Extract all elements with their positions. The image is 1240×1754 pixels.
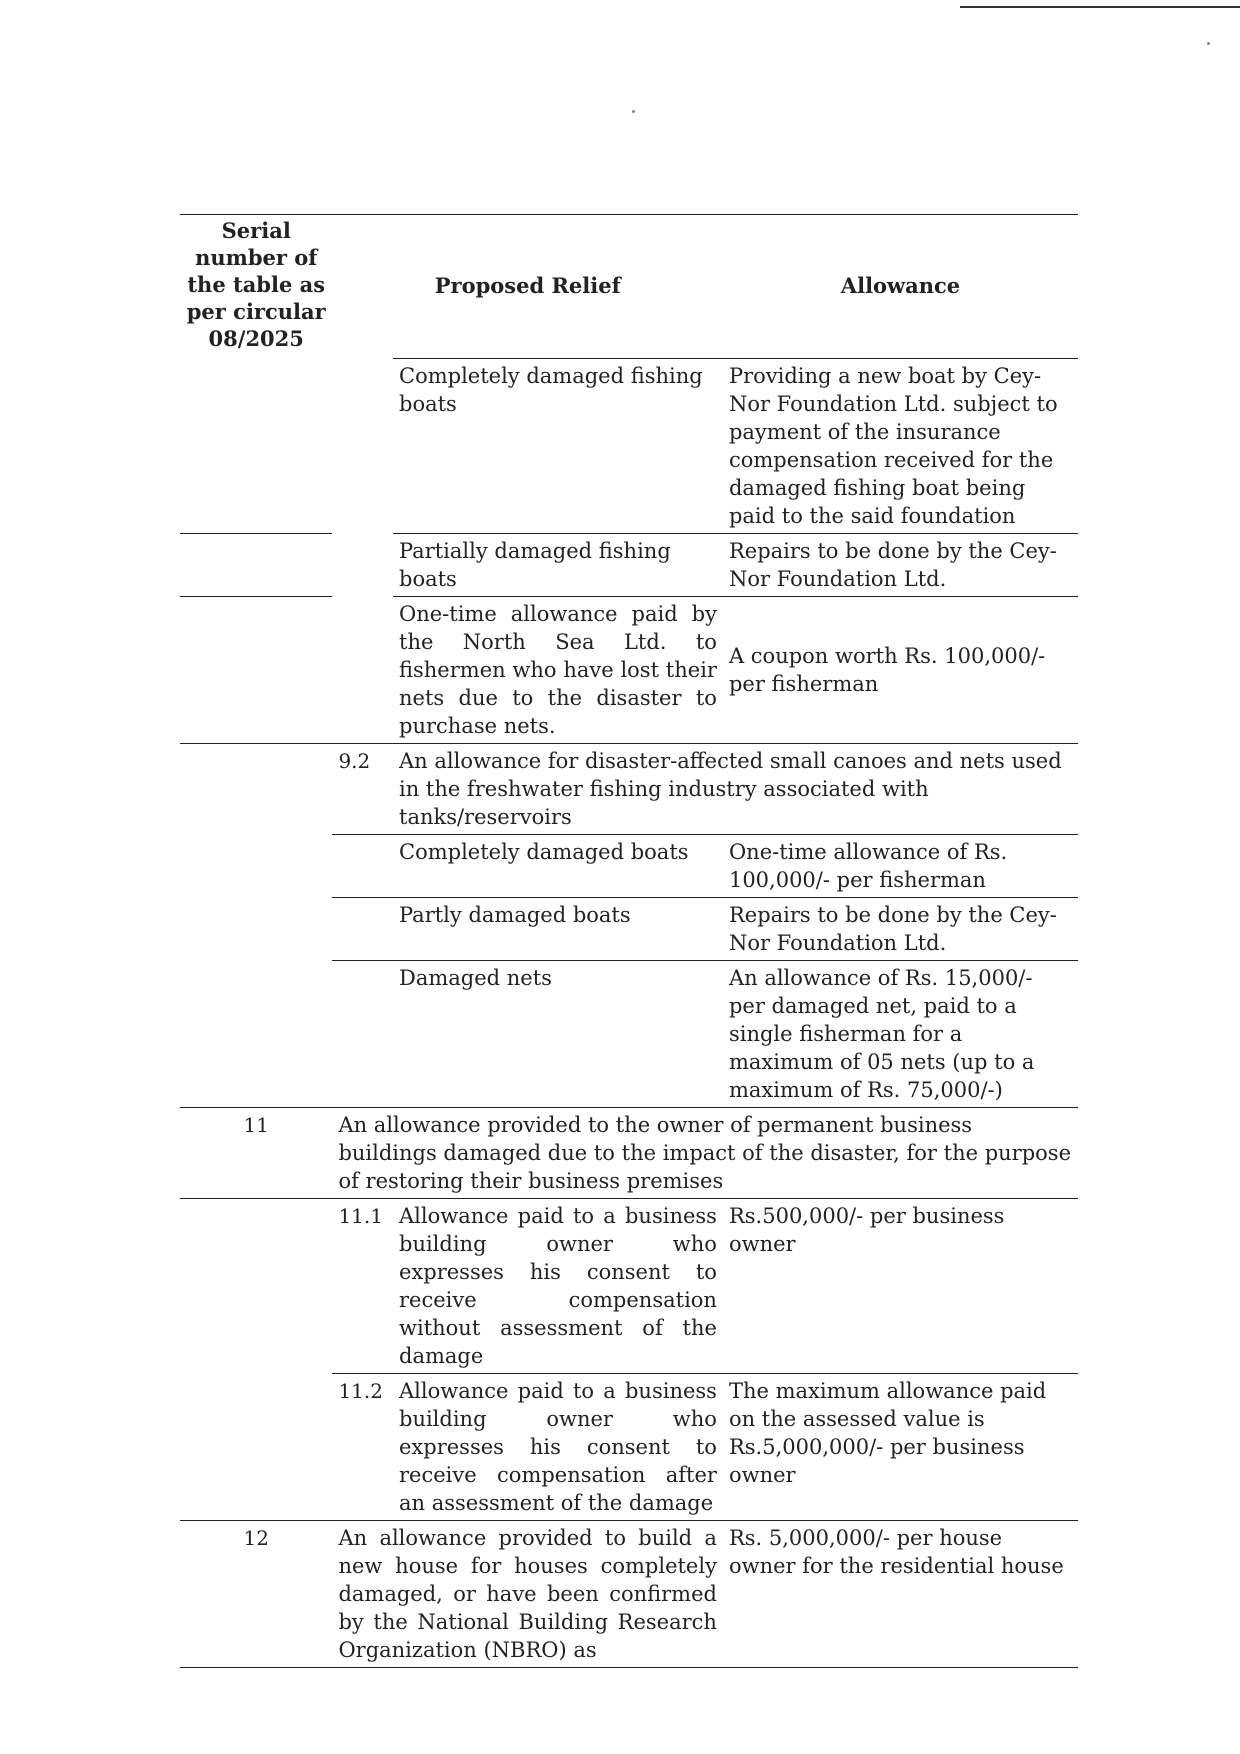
allowance-cell: Repairs to be done by the Cey-Nor Foundation Ltd.: [723, 897, 1078, 960]
relief-cell: Partially damaged fishing boats: [393, 533, 723, 596]
relief-cell: Completely damaged fishing boats: [393, 358, 723, 533]
sub-number-cell: [332, 960, 393, 1107]
sub-number-cell: [332, 596, 393, 743]
relief-cell: Allowance paid to a business building owner who expresses his consent to receive compensation after an assessment of the damage: [393, 1373, 723, 1520]
serial-cell: [180, 596, 332, 743]
allowance-cell: Rs. 5,000,000/- per house owner for the residential house: [723, 1520, 1078, 1667]
serial-cell: [180, 1198, 332, 1373]
sub-number-cell: 11.2: [332, 1373, 393, 1520]
serial-cell: [180, 1373, 332, 1520]
allowance-cell: Providing a new boat by Cey-Nor Foundation Ltd. subject to payment of the insurance compensation received for the damaged fishing boat being paid to the said foundation: [723, 358, 1078, 533]
relief-table: [180, 214, 1078, 1668]
table-row: [180, 533, 1078, 596]
sub-number-cell: [332, 533, 393, 596]
sub-number-cell: [332, 834, 393, 897]
header-allowance: Allowance: [723, 215, 1078, 359]
serial-cell: [180, 743, 332, 834]
table-row: [180, 1373, 1078, 1520]
table-row: [180, 960, 1078, 1107]
sub-number-cell: 11.1: [332, 1198, 393, 1373]
allowance-cell: Repairs to be done by the Cey-Nor Foundation Ltd.: [723, 533, 1078, 596]
allowance-cell: One-time allowance of Rs. 100,000/- per fisherman: [723, 834, 1078, 897]
relief-cell: Partly damaged boats: [393, 897, 723, 960]
relief-cell: Allowance paid to a business building owner who expresses his consent to receive compensation without assessment of the damage: [393, 1198, 723, 1373]
serial-cell: 11: [180, 1107, 332, 1198]
serial-cell: 12: [180, 1520, 332, 1667]
table-row: [180, 897, 1078, 960]
allowance-cell: A coupon worth Rs. 100,000/- per fisherman: [723, 596, 1078, 743]
section-heading-cell: An allowance provided to the owner of permanent business buildings damaged due to the impact of the disaster, for the purpose of restoring their business premises: [332, 1107, 1078, 1198]
table-row: [180, 1198, 1078, 1373]
relief-cell: Completely damaged boats: [393, 834, 723, 897]
serial-cell: [180, 358, 332, 533]
serial-cell: [180, 533, 332, 596]
section-heading-cell: An allowance for disaster-affected small canoes and nets used in the freshwater fishing industry associated with tanks/reservoirs: [393, 743, 1078, 834]
table-row: [180, 596, 1078, 743]
header-serial: Serial number of the table as per circular 08/2025: [180, 215, 332, 359]
table-header-row: [180, 215, 1078, 359]
sub-number-cell: [332, 358, 393, 533]
sub-number-cell: 9.2: [332, 743, 393, 834]
table-row: [180, 743, 1078, 834]
table-row: [180, 1520, 1078, 1667]
table-row: [180, 1107, 1078, 1198]
sub-number-cell: [332, 897, 393, 960]
allowance-cell: An allowance of Rs. 15,000/- per damaged net, paid to a single fisherman for a maximum of 05 nets (up to a maximum of Rs. 75,000/-): [723, 960, 1078, 1107]
relief-cell: An allowance provided to build a new house for houses completely damaged, or have been confirmed by the National Building Research Organization (NBRO) as: [332, 1520, 723, 1667]
allowance-cell: The maximum allowance paid on the assessed value is Rs.5,000,000/- per business owner: [723, 1373, 1078, 1520]
scan-edge-line: [960, 6, 1240, 8]
table-row: [180, 358, 1078, 533]
relief-cell: Damaged nets: [393, 960, 723, 1107]
serial-cell: [180, 960, 332, 1107]
scan-speck: [632, 110, 635, 113]
scan-speck: [1207, 42, 1210, 45]
relief-cell: One-time allowance paid by the North Sea Ltd. to fishermen who have lost their nets due to the disaster to purchase nets.: [393, 596, 723, 743]
allowance-cell: Rs.500,000/- per business owner: [723, 1198, 1078, 1373]
table-row: [180, 834, 1078, 897]
serial-cell: [180, 834, 332, 897]
header-proposed-relief: Proposed Relief: [332, 215, 723, 359]
serial-cell: [180, 897, 332, 960]
